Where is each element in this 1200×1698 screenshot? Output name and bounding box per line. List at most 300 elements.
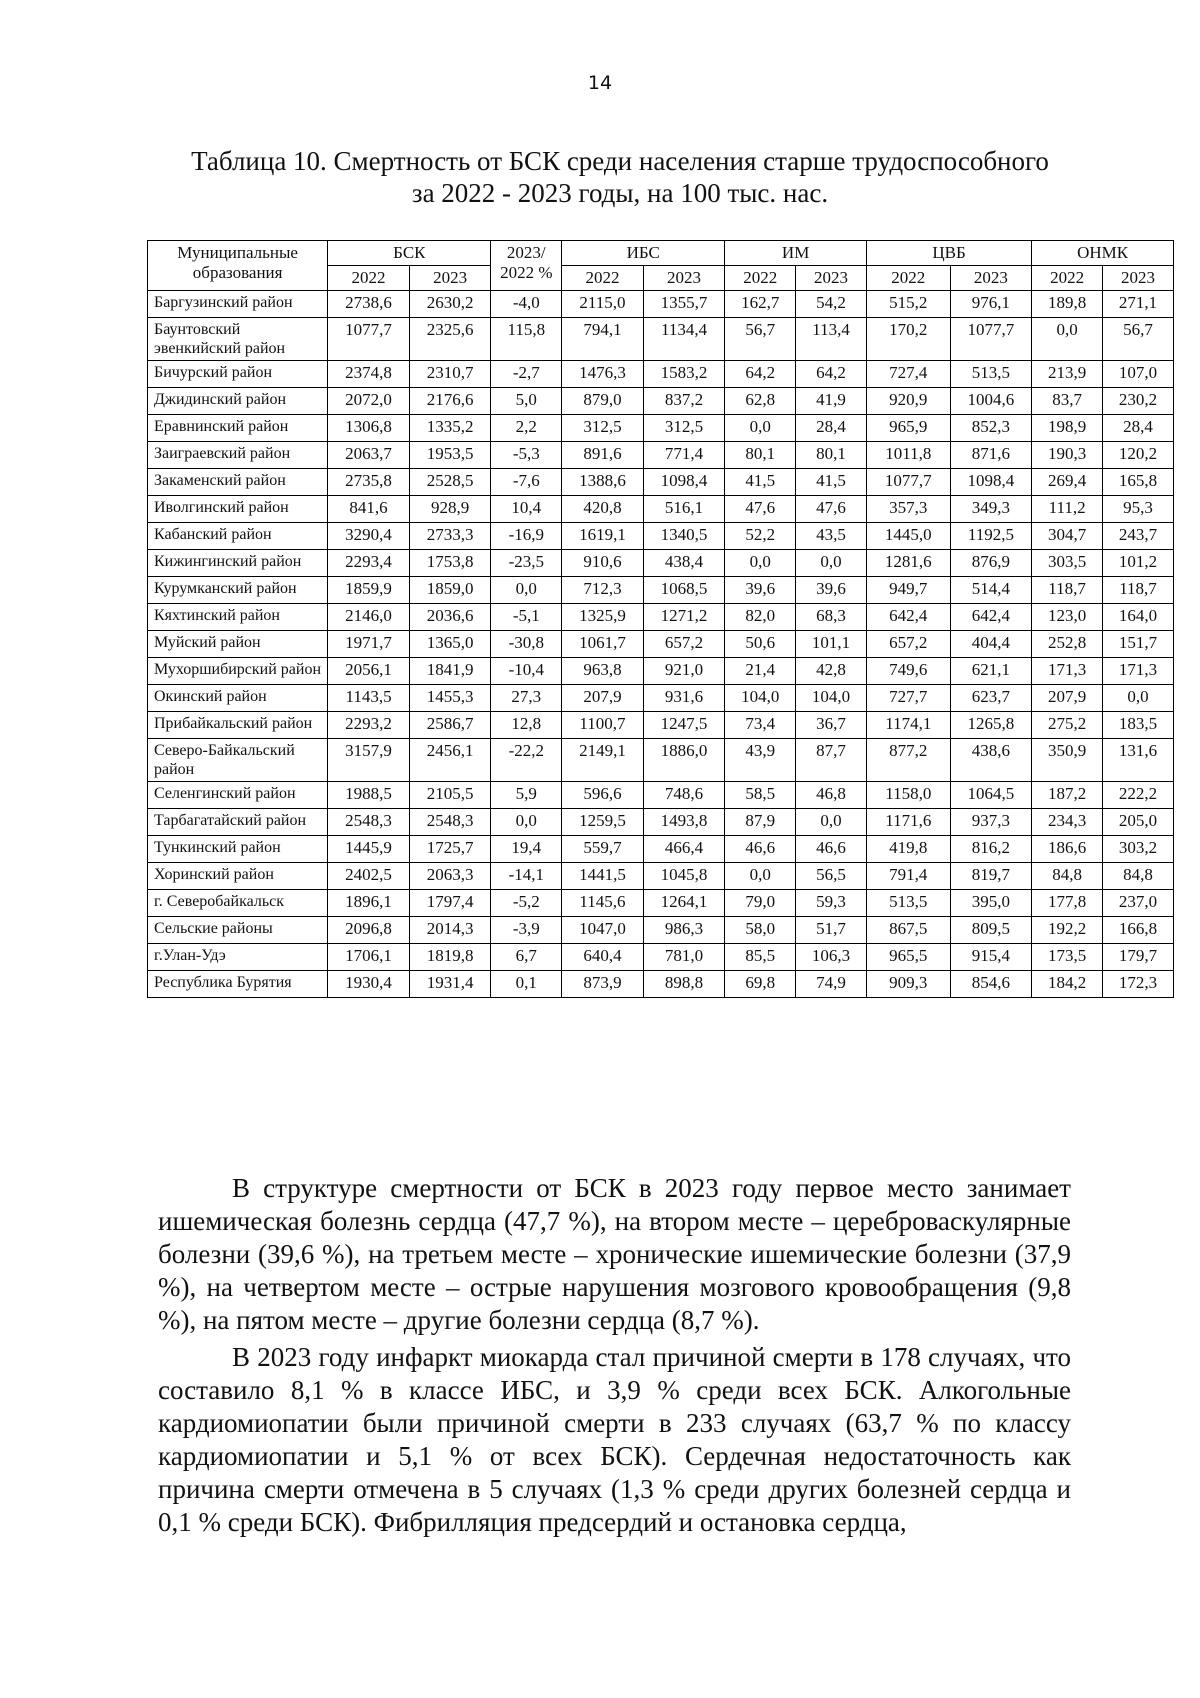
table-cell: 101,1 [796,631,867,658]
table-cell: 559,7 [562,836,644,863]
table-cell: 82,0 [725,604,796,631]
table-cell: 1859,9 [328,577,410,604]
table-cell: 207,9 [1032,685,1103,712]
table-cell: 234,3 [1032,809,1103,836]
table-cell: 304,7 [1032,523,1103,550]
municipality-name: Тункинский район [148,836,328,863]
table-cell: 1068,5 [643,577,725,604]
table-row [148,604,1174,631]
header-ibs-2023: 2023 [643,266,725,291]
table-cell: 727,7 [866,685,950,712]
table-cell: 173,5 [1032,944,1103,971]
table-cell: 184,2 [1032,971,1103,998]
table-cell: 46,8 [796,782,867,809]
table-cell: 312,5 [643,415,725,442]
table-row [148,469,1174,496]
table-row [148,442,1174,469]
table-cell: 2293,4 [328,550,410,577]
table-cell: 192,2 [1032,917,1103,944]
table-cell: 937,3 [950,809,1032,836]
table-cell: 1061,7 [562,631,644,658]
table-cell: 2063,7 [328,442,410,469]
table-row [148,809,1174,836]
table-cell: 1011,8 [866,442,950,469]
table-cell: 312,5 [562,415,644,442]
table-cell: 2630,2 [409,291,491,318]
table-cell: 213,9 [1032,361,1103,388]
municipality-name: Курумканский район [148,577,328,604]
table-cell: 1174,1 [866,712,950,739]
table-cell: 2096,8 [328,917,410,944]
table-cell: 1797,4 [409,890,491,917]
header-municipal: Муниципальные образования [148,241,328,291]
table-cell: 965,9 [866,415,950,442]
table-cell: 1971,7 [328,631,410,658]
table-cell: 62,8 [725,388,796,415]
body-text [158,1172,1071,1539]
table-cell: 64,2 [796,361,867,388]
table-cell: 2056,1 [328,658,410,685]
table-cell: 87,7 [796,739,867,782]
table-cell: 42,8 [796,658,867,685]
table-cell: 179,7 [1103,944,1174,971]
table-cell: 931,6 [643,685,725,712]
table-cell: 80,1 [725,442,796,469]
table-cell: 36,7 [796,712,867,739]
table-cell: 190,3 [1032,442,1103,469]
table-row [148,631,1174,658]
table-cell: 1004,6 [950,388,1032,415]
table-cell: -7,6 [491,469,562,496]
table-cell: 27,3 [491,685,562,712]
table-cell: 404,4 [950,631,1032,658]
table-cell: 2586,7 [409,712,491,739]
table-row [148,523,1174,550]
table-cell: 357,3 [866,496,950,523]
table-cell: 104,0 [796,685,867,712]
municipality-name: Джидинский район [148,388,328,415]
table-cell: 104,0 [725,685,796,712]
table-cell: 64,2 [725,361,796,388]
table-cell: -30,8 [491,631,562,658]
table-cell: 871,6 [950,442,1032,469]
table-cell: 1388,6 [562,469,644,496]
table-cell: 0,0 [491,577,562,604]
table-cell: 876,9 [950,550,1032,577]
table-cell: 1100,7 [562,712,644,739]
table-cell: 2036,6 [409,604,491,631]
table-cell: 0,0 [1103,685,1174,712]
table-cell: 794,1 [562,318,644,361]
table-cell: 41,5 [725,469,796,496]
table-row [148,291,1174,318]
table-cell: 2293,2 [328,712,410,739]
header-onmk-2022: 2022 [1032,266,1103,291]
header-im-2022: 2022 [725,266,796,291]
table-cell: 271,1 [1103,291,1174,318]
table-cell: 2,2 [491,415,562,442]
table-cell: -5,2 [491,890,562,917]
table-row [148,890,1174,917]
table-cell: 0,1 [491,971,562,998]
table-cell: 21,4 [725,658,796,685]
table-cell: 177,8 [1032,890,1103,917]
table-cell: -23,5 [491,550,562,577]
table-cell: 2456,1 [409,739,491,782]
table-cell: 73,4 [725,712,796,739]
table-cell: 80,1 [796,442,867,469]
table-cell: 867,5 [866,917,950,944]
table-cell: 166,8 [1103,917,1174,944]
table-row [148,971,1174,998]
table-cell: 1931,4 [409,971,491,998]
table-cell: 621,1 [950,658,1032,685]
paragraph-1: В структуре смертности от БСК в 2023 году первое место занимает ишемическая болезнь сердца (47,7 %), на втором месте – цереброваскулярные болезни (39,6 %), на третьем месте – хронические ишемические болезни (37,9 %), на четвертом месте – острые нарушения мозгового кровообращения (9,8 %), на пятом месте – другие болезни сердца (8,7 %). [158,1173,1071,1335]
header-bsk: БСК [328,241,491,266]
table-cell: 2105,5 [409,782,491,809]
table-cell: 243,7 [1103,523,1174,550]
table-row [148,685,1174,712]
table-cell: 51,7 [796,917,867,944]
table-cell: 28,4 [796,415,867,442]
table-cell: 2310,7 [409,361,491,388]
municipality-name: Кабанский район [148,523,328,550]
table-cell: 1445,9 [328,836,410,863]
table-cell: 657,2 [866,631,950,658]
table-cell: 516,1 [643,496,725,523]
table-cell: 1325,9 [562,604,644,631]
table-title [150,145,1090,209]
table-row [148,836,1174,863]
table-cell: 1355,7 [643,291,725,318]
table-cell: 222,2 [1103,782,1174,809]
table-cell: 1064,5 [950,782,1032,809]
table-row [148,496,1174,523]
table-cell: 54,2 [796,291,867,318]
table-cell: 0,0 [796,550,867,577]
header-im: ИМ [725,241,867,266]
table-cell: 171,3 [1032,658,1103,685]
table-cell: 1271,2 [643,604,725,631]
table-cell: 2374,8 [328,361,410,388]
table-cell: 1134,4 [643,318,725,361]
table-cell: 642,4 [950,604,1032,631]
municipality-name: Прибайкальский район [148,712,328,739]
table-cell: 852,3 [950,415,1032,442]
table-cell: 921,0 [643,658,725,685]
table-cell: 898,8 [643,971,725,998]
table-cell: 781,0 [643,944,725,971]
table-cell: 171,3 [1103,658,1174,685]
header-onmk-2023: 2023 [1103,266,1174,291]
table-cell: 640,4 [562,944,644,971]
municipality-name: Баргузинский район [148,291,328,318]
table-row [148,388,1174,415]
table-cell: 1192,5 [950,523,1032,550]
table-row [148,782,1174,809]
header-bsk-2022: 2022 [328,266,410,291]
municipality-name: Кяхтинский район [148,604,328,631]
table-cell: 438,4 [643,550,725,577]
table-cell: 115,8 [491,318,562,361]
municipality-name: Мухоршибирский район [148,658,328,685]
table-cell: 95,3 [1103,496,1174,523]
table-cell: 207,9 [562,685,644,712]
table-cell: 5,9 [491,782,562,809]
table-row [148,550,1174,577]
table-cell: 41,5 [796,469,867,496]
table-cell: 809,5 [950,917,1032,944]
table-cell: -4,0 [491,291,562,318]
table-cell: 1859,0 [409,577,491,604]
table-cell: 131,6 [1103,739,1174,782]
table-cell: 1281,6 [866,550,950,577]
table-cell: 101,2 [1103,550,1174,577]
table-cell: 2402,5 [328,863,410,890]
table-cell: 252,8 [1032,631,1103,658]
table-cell: 1145,6 [562,890,644,917]
table-cell: 771,4 [643,442,725,469]
table-cell: 1476,3 [562,361,644,388]
table-cell: 1583,2 [643,361,725,388]
table-cell: 47,6 [796,496,867,523]
table-cell: 1886,0 [643,739,725,782]
table-cell: 46,6 [796,836,867,863]
table-cell: 949,7 [866,577,950,604]
table-row [148,318,1174,361]
table-cell: 118,7 [1032,577,1103,604]
table-title-line-2: за 2022 - 2023 годы, на 100 тыс. нас. [411,178,829,208]
table-cell: 58,0 [725,917,796,944]
table-cell: 0,0 [725,863,796,890]
table-cell: 1841,9 [409,658,491,685]
table-cell: 84,8 [1103,863,1174,890]
table-cell: 39,6 [725,577,796,604]
table-cell: 162,7 [725,291,796,318]
table-cell: 113,4 [796,318,867,361]
table-cell: 2738,6 [328,291,410,318]
table-cell: 187,2 [1032,782,1103,809]
table-cell: -2,7 [491,361,562,388]
municipality-name: Селенгинский район [148,782,328,809]
table-cell: 189,8 [1032,291,1103,318]
table-cell: 928,9 [409,496,491,523]
table-row [148,944,1174,971]
table-cell: 1047,0 [562,917,644,944]
table-cell: 1143,5 [328,685,410,712]
table-cell: 1259,5 [562,809,644,836]
municipality-name: Хоринский район [148,863,328,890]
table-cell: 395,0 [950,890,1032,917]
table-cell: 642,4 [866,604,950,631]
table-cell: 877,2 [866,739,950,782]
table-cell: 920,9 [866,388,950,415]
table-cell: -16,9 [491,523,562,550]
table-cell: 5,0 [491,388,562,415]
table-cell: 186,6 [1032,836,1103,863]
table-cell: 1045,8 [643,863,725,890]
table-cell: 52,2 [725,523,796,550]
table-cell: 420,8 [562,496,644,523]
table-cell: 854,6 [950,971,1032,998]
header-im-2023: 2023 [796,266,867,291]
paragraph-2: В 2023 году инфаркт миокарда стал причиной смерти в 178 случаях, что составило 8,1 % в классе ИБС, и 3,9 % среди всех БСК. Алкогольные кардиомиопатии были причиной смерти в 233 случаях (63,7 % по классу кардиомиопатии и 5,1 % от всех БСК). Сердечная недостаточность как причина смерти отмечена в 5 случаях (1,3 % среди других болезней сердца и 0,1 % среди БСК). Фибрилляция предсердий и остановка сердца, [158,1342,1071,1537]
table-cell: 43,9 [725,739,796,782]
table-cell: 205,0 [1103,809,1174,836]
table-cell: 230,2 [1103,388,1174,415]
table-cell: 303,5 [1032,550,1103,577]
table-cell: 2528,5 [409,469,491,496]
table-cell: 596,6 [562,782,644,809]
table-cell: 837,2 [643,388,725,415]
table-cell: 84,8 [1032,863,1103,890]
table-cell: 748,6 [643,782,725,809]
table-cell: 819,7 [950,863,1032,890]
municipality-name: Северо-Байкальский район [148,739,328,782]
header-ibs-2022: 2022 [562,266,644,291]
table-cell: -5,3 [491,442,562,469]
mortality-table [147,240,1174,998]
table-cell: 965,5 [866,944,950,971]
table-cell: 1077,7 [328,318,410,361]
header-ibs: ИБС [562,241,725,266]
table-cell: 466,4 [643,836,725,863]
table-cell: 111,2 [1032,496,1103,523]
table-cell: 3157,9 [328,739,410,782]
table-cell: 107,0 [1103,361,1174,388]
table-cell: 0,0 [725,550,796,577]
table-cell: 350,9 [1032,739,1103,782]
table-cell: -3,9 [491,917,562,944]
table-row [148,577,1174,604]
table-cell: 46,6 [725,836,796,863]
table-cell: 1098,4 [643,469,725,496]
table-cell: 58,5 [725,782,796,809]
table-cell: 791,4 [866,863,950,890]
table-cell: 183,5 [1103,712,1174,739]
table-cell: 2014,3 [409,917,491,944]
table-cell: 514,4 [950,577,1032,604]
table-cell: -10,4 [491,658,562,685]
table-cell: 12,8 [491,712,562,739]
table-cell: 438,6 [950,739,1032,782]
municipality-name: Кижингинский район [148,550,328,577]
table-cell: 118,7 [1103,577,1174,604]
table-cell: 513,5 [950,361,1032,388]
table-cell: 1077,7 [866,469,950,496]
table-cell: 1171,6 [866,809,950,836]
municipality-name: Окинский район [148,685,328,712]
header-onmk: ОНМК [1032,241,1174,266]
municipality-name: г. Северобайкальск [148,890,328,917]
table-cell: 657,2 [643,631,725,658]
header-cvb-2022: 2022 [866,266,950,291]
table-cell: 2735,8 [328,469,410,496]
table-cell: 513,5 [866,890,950,917]
table-cell: 237,0 [1103,890,1174,917]
table-cell: 1455,3 [409,685,491,712]
table-row [148,361,1174,388]
table-cell: 1953,5 [409,442,491,469]
table-cell: 0,0 [796,809,867,836]
table-cell: 2149,1 [562,739,644,782]
municipality-name: Тарбагатайский район [148,809,328,836]
municipality-name: Еравнинский район [148,415,328,442]
table-cell: 909,3 [866,971,950,998]
table-cell: 269,4 [1032,469,1103,496]
table-cell: 2325,6 [409,318,491,361]
table-cell: 151,7 [1103,631,1174,658]
table-cell: 2733,3 [409,523,491,550]
table-cell: 106,3 [796,944,867,971]
page-number: 14 [587,72,613,94]
table-cell: 2176,6 [409,388,491,415]
header-cvb-2023: 2023 [950,266,1032,291]
table-cell: 1158,0 [866,782,950,809]
table-cell: 1264,1 [643,890,725,917]
table-body [148,291,1174,998]
table-cell: 623,7 [950,685,1032,712]
municipality-name: Республика Бурятия [148,971,328,998]
table-cell: 841,6 [328,496,410,523]
table-cell: 1753,8 [409,550,491,577]
table-cell: 0,0 [1032,318,1103,361]
table-row [148,415,1174,442]
table-cell: 1819,8 [409,944,491,971]
table-cell: 2072,0 [328,388,410,415]
table-cell: 879,0 [562,388,644,415]
municipality-name: г.Улан-Удэ [148,944,328,971]
table-cell: 43,5 [796,523,867,550]
table-cell: 56,5 [796,863,867,890]
table-cell: 1306,8 [328,415,410,442]
table-cell: 28,4 [1103,415,1174,442]
table-cell: 165,8 [1103,469,1174,496]
table-cell: 873,9 [562,971,644,998]
table-row [148,712,1174,739]
table-cell: 419,8 [866,836,950,863]
table-header [148,241,1174,291]
table-cell: 891,6 [562,442,644,469]
table-cell: -14,1 [491,863,562,890]
table-cell: 164,0 [1103,604,1174,631]
table-cell: 68,3 [796,604,867,631]
table-cell: 198,9 [1032,415,1103,442]
table-cell: 39,6 [796,577,867,604]
table-cell: 0,0 [491,809,562,836]
municipality-name: Баунтовский эвенкийский район [148,318,328,361]
table-row [148,739,1174,782]
table-cell: 986,3 [643,917,725,944]
table-cell: 56,7 [1103,318,1174,361]
table-cell: 10,4 [491,496,562,523]
table-cell: 3290,4 [328,523,410,550]
municipality-name: Бичурский район [148,361,328,388]
table-cell: 1265,8 [950,712,1032,739]
table-cell: 2146,0 [328,604,410,631]
table-cell: 816,2 [950,836,1032,863]
table-cell: 2548,3 [409,809,491,836]
table-cell: 50,6 [725,631,796,658]
table-cell: 1725,7 [409,836,491,863]
table-cell: 74,9 [796,971,867,998]
table-cell: 303,2 [1103,836,1174,863]
table-cell: -5,1 [491,604,562,631]
header-change: 2023/ 2022 % [491,241,562,291]
table-cell: 963,8 [562,658,644,685]
table-cell: 1988,5 [328,782,410,809]
header-cvb: ЦВБ [866,241,1031,266]
